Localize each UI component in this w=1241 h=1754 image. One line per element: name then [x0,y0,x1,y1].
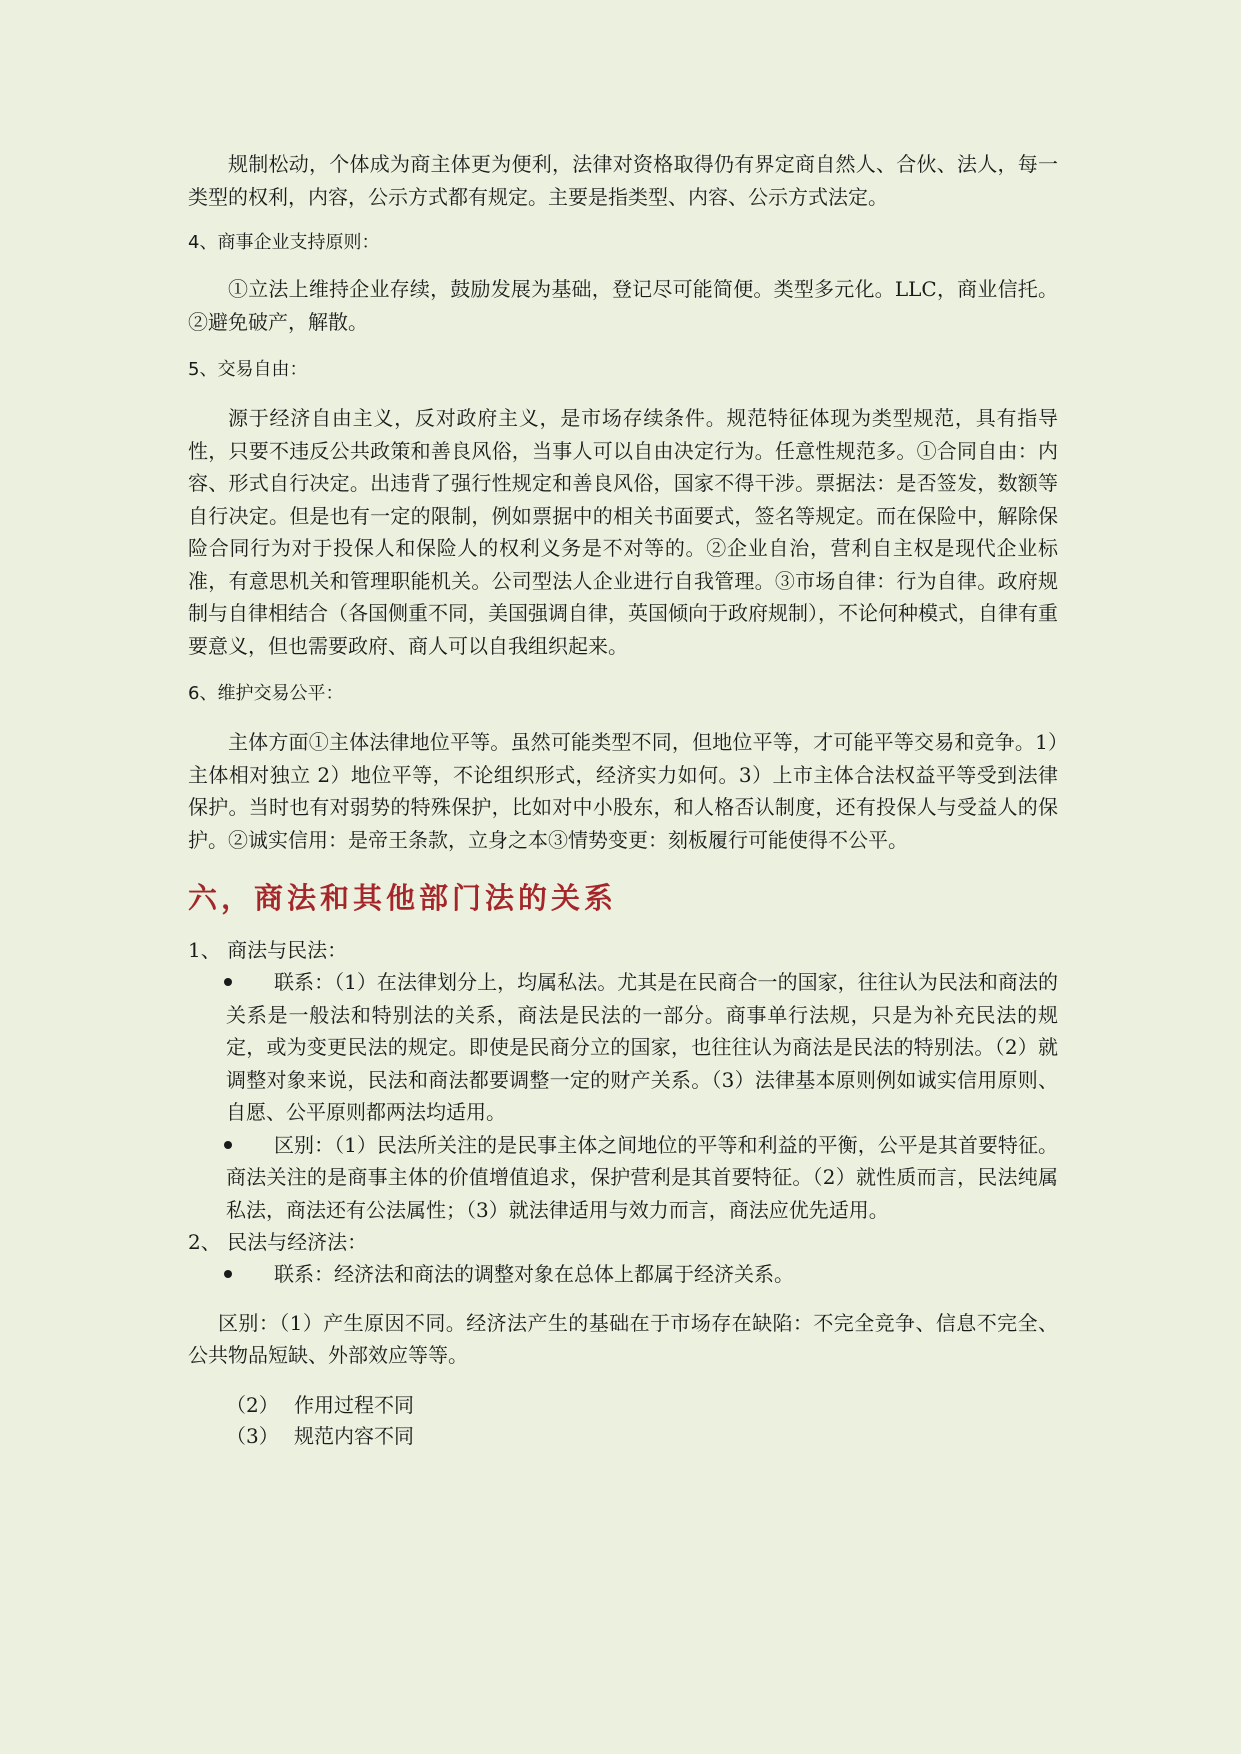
paragraph-regulation: 规制松动，个体成为商主体更为便利，法律对资格取得仍有界定商自然人、合伙、法人，每一类型的权利，内容，公示方式都有规定。主要是指类型、内容、公示方式法定。 [188,152,1058,209]
bullet-text: 联系：经济法和商法的调整对象在总体上都属于经济关系。 [274,1262,794,1286]
bullet-icon [224,1270,232,1278]
sub-item-2 [226,1390,1058,1421]
heading-trade-fairness: 6、维护交易公平： [188,683,344,704]
bullet-text: 联系：（1）在法律划分上，均属私法。尤其是在民商合一的国家，往往认为民法和商法的关系是一般法和特别法的关系，商法是民法的一部分。商事单行法规，只是为补充民法的规定，或为变更民法的规定。即使是民商分立的国家，也往往认为商法是民法的特别法。（2）就调整对象来说，民法和商法都要调整一定的财产关系。（3）法律基本原则例如诚实信用原则、自愿、公平原则都两法均适用。 [226,970,1058,1124]
list-item-commercial-civil: 1、 商法与民法： [188,938,348,962]
sub-list [188,1390,1058,1452]
bullet-icon [224,1141,232,1149]
sub-item-number: （2） [226,1392,279,1417]
bullet-difference-1 [226,1129,1058,1227]
heading-trade-freedom: 5、交易自由： [188,359,308,380]
sub-item-3 [226,1421,1058,1452]
paragraph-trade-fairness: 主体方面①主体法律地位平等。虽然可能类型不同，但地位平等，才可能平等交易和竞争。1）主体相对独立 2）地位平等，不论组织形式，经济实力如何。3）上市主体合法权益平等受到法律保护。当时也有对弱势的特殊保护，比如对中小股东，和人格否认制度，还有投保人与受益人的保护。②诚实信用：是帝王条款，立身之本③情势变更：刻板履行可能使得不公平。 [188,730,1058,852]
sub-item-number: （3） [226,1423,279,1448]
bullet-icon [224,978,232,986]
sub-item-text: 规范内容不同 [294,1423,414,1448]
list-item-civil-economic: 2、 民法与经济法： [188,1230,368,1254]
bullet-connection-2 [226,1258,1058,1291]
heading-enterprise-support: 4、商事企业支持原则： [188,232,380,253]
bullet-text: 区别：（1）民法所关注的是民事主体之间地位的平等和利益的平衡，公平是其首要特征。商法关注的是商事主体的价值增值追求，保护营利是其首要特征。（2）就性质而言，民法纯属私法，商法还有公法属性；（3）就法律适用与效力而言，商法应优先适用。 [226,1132,1058,1222]
paragraph-enterprise-support: ①立法上维持企业存续，鼓励发展为基础，登记尽可能简便。类型多元化。LLC，商业信托。②避免破产，解散。 [188,277,1058,334]
bullet-connection-1 [226,966,1058,1129]
sub-item-text: 作用过程不同 [294,1392,414,1417]
document-page [188,148,1058,1452]
paragraph-trade-freedom: 源于经济自由主义，反对政府主义，是市场存续条件。规范特征体现为类型规范，具有指导性，只要不违反公共政策和善良风俗，当事人可以自由决定行为。任意性规范多。①合同自由：内容、形式自行决定。出违背了强行性规定和善良风俗，国家不得干涉。票据法：是否签发，数额等自行决定。但是也有一定的限制，例如票据中的相关书面要式，签名等规定。而在保险中，解除保险合同行为对于投保人和保险人的权利义务是不对等的。②企业自治，营利自主权是现代企业标准，有意思机关和管理职能机关。公司型法人企业进行自我管理。③市场自律：行为自律。政府规制与自律相结合（各国侧重不同，美国强调自律，英国倾向于政府规制），不论何种模式，自律有重要意义，但也需要政府、商人可以自我组织起来。 [188,406,1058,658]
section-title: 六，商法和其他部门法的关系 [188,881,618,915]
paragraph-difference-2: 区别：（1）产生原因不同。经济法产生的基础在于市场存在缺陷：不完全竞争、信息不完全、公共物品短缺、外部效应等等。 [188,1310,1058,1367]
